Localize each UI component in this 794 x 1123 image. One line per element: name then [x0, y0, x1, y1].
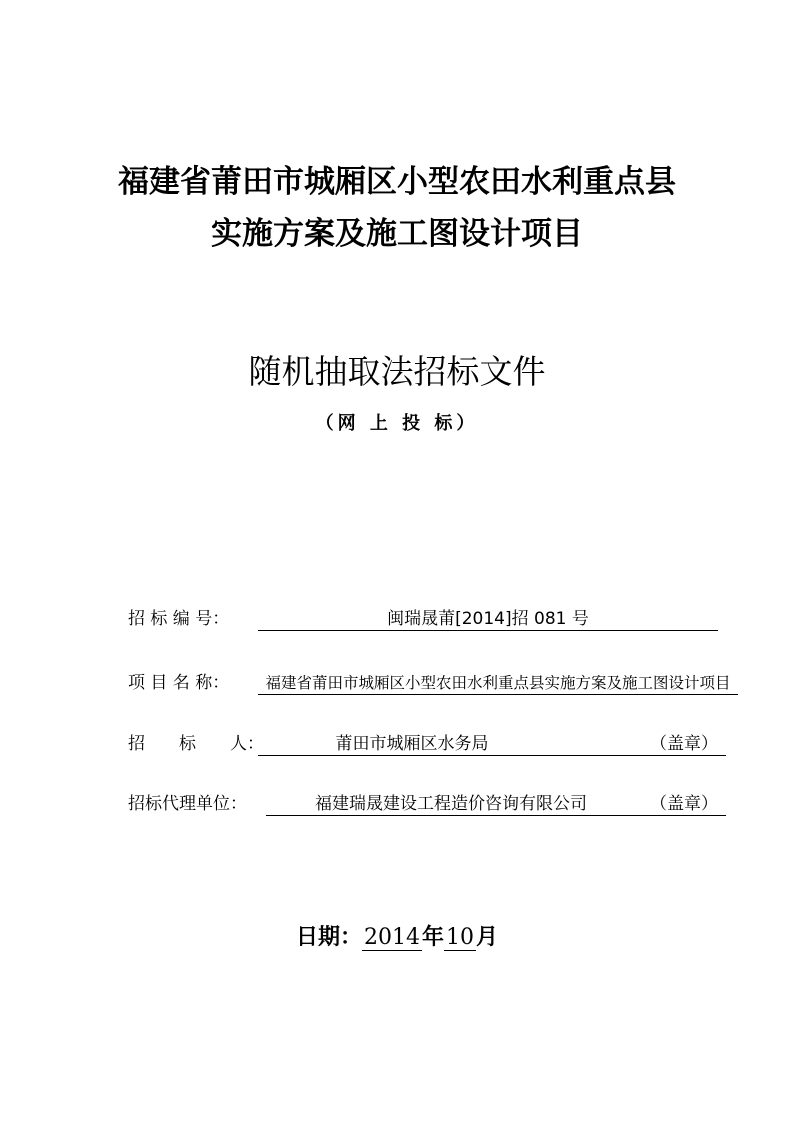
date-year-unit: 年: [421, 924, 444, 950]
document-title-line-2: 实施方案及施工图设计项目: [211, 216, 583, 252]
date-month-unit: 月: [476, 924, 499, 950]
project-name-value: 福建省莆田市城厢区小型农田水利重点县实施方案及施工图设计项目: [265, 674, 731, 692]
document-type-heading: 随机抽取法招标文件: [248, 352, 546, 391]
tenderer-value: 莆田市城厢区水务局: [335, 734, 489, 754]
project-name-label: 项 目 名 称：: [128, 673, 230, 693]
date-year: 2014: [363, 925, 420, 950]
tender-number-row: [128, 606, 728, 632]
agency-seal-note: （盖章）: [650, 794, 718, 814]
tender-number-field: [258, 606, 718, 631]
tenderer-row: [128, 731, 738, 757]
agency-label: 招标代理单位：: [128, 794, 247, 814]
tenderer-seal-note: （盖章）: [650, 734, 718, 754]
document-subtitle: （网 上 投 标）: [315, 413, 479, 434]
agency-row: [128, 791, 738, 817]
tender-number-label: 招 标 编 号：: [128, 609, 230, 629]
tenderer-field: [258, 731, 726, 756]
tenderer-label: 招 标 人：: [128, 734, 264, 754]
document-title-line-1: 福建省莆田市城厢区小型农田水利重点县: [118, 164, 676, 200]
project-name-row: [128, 670, 748, 696]
project-name-field: [258, 670, 738, 695]
document-date: [0, 922, 794, 953]
tender-number-value: 闽瑞晟莆[2014]招 081 号: [387, 609, 589, 629]
agency-value: 福建瑞晟建设工程造价咨询有限公司: [315, 794, 587, 814]
date-month: 10: [446, 925, 474, 950]
date-label: 日期：: [295, 924, 362, 950]
agency-field: [266, 791, 726, 816]
